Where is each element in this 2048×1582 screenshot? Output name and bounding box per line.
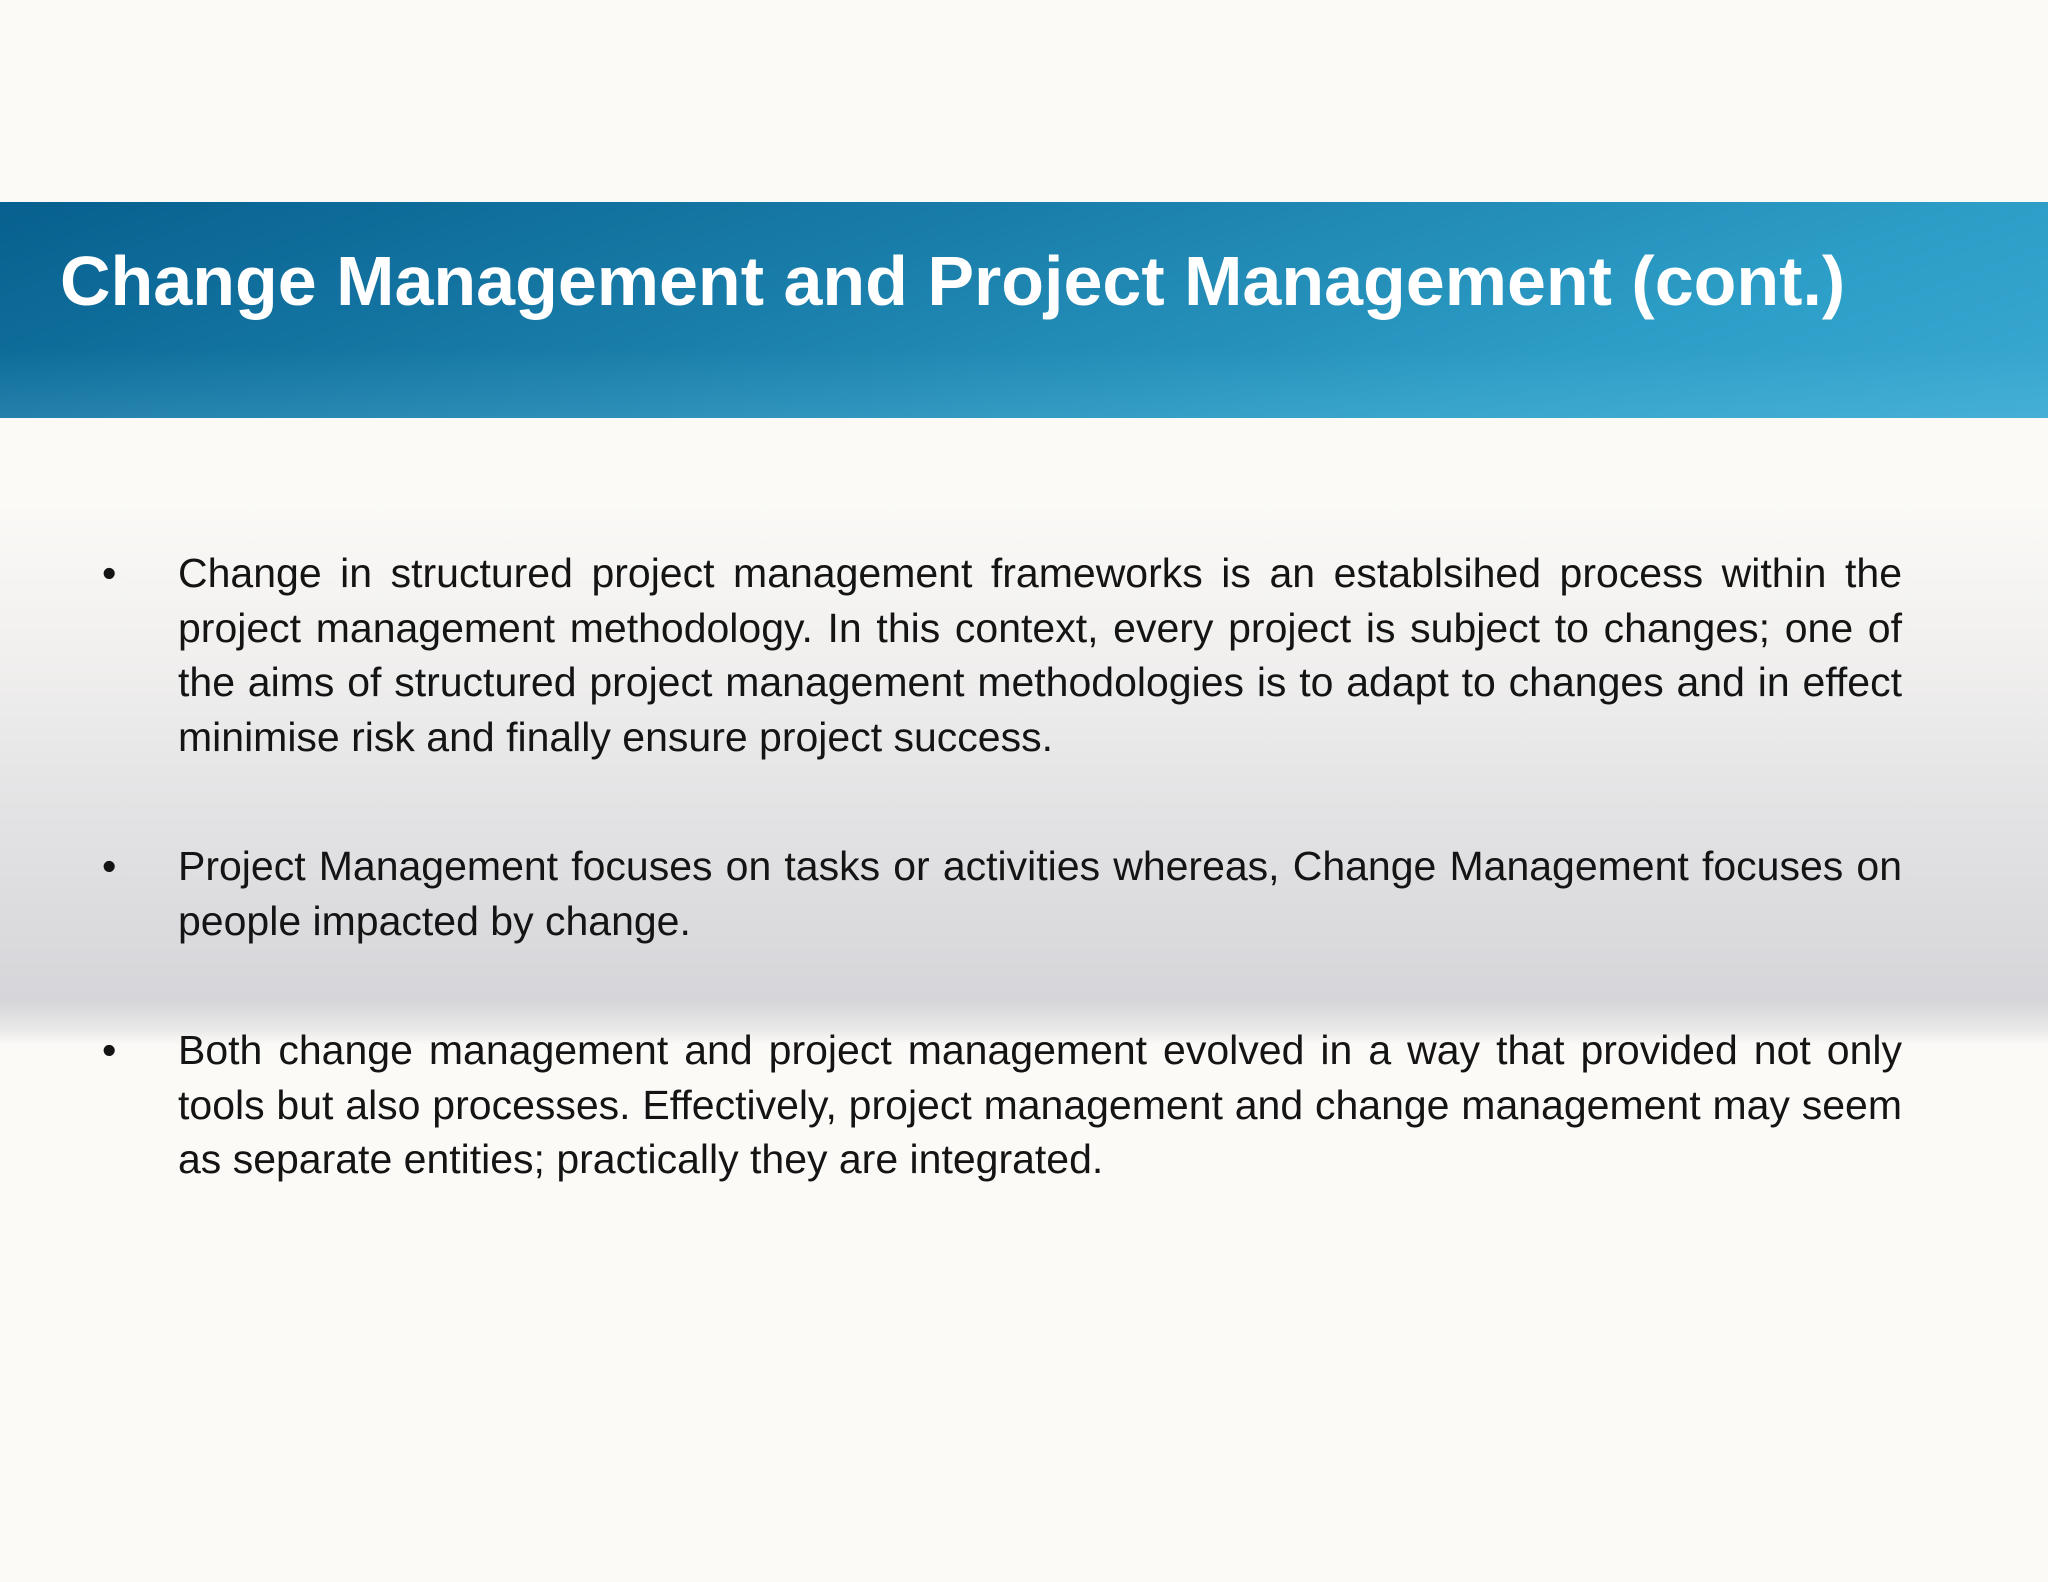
bullet-text: Project Management focuses on tasks or activities whereas, Change Management focuses on people impacted by change.: [178, 843, 1902, 944]
bullet-icon: •: [102, 1027, 117, 1073]
bullet-text: Both change management and project management evolved in a way that provided not only tools but also processes. Effectively, project management and change management may seem as separate entities; practically they are integrated.: [178, 1027, 1902, 1182]
bullet-item: [102, 546, 1902, 764]
bullet-icon: •: [102, 843, 117, 889]
bullet-icon: •: [102, 550, 117, 596]
bullet-item: [102, 839, 1902, 948]
bullet-list: [0, 546, 2048, 1187]
bullet-text: Change in structured project management frameworks is an establsihed process within the project management methodology. In this context, every project is subject to changes; one of the aims of structured project management methodologies is to adapt to changes and in effect minimise risk and finally ensure project success.: [178, 550, 1902, 760]
slide-title: Change Management and Project Management (cont.): [60, 242, 1846, 320]
bullet-item: [102, 1023, 1902, 1187]
